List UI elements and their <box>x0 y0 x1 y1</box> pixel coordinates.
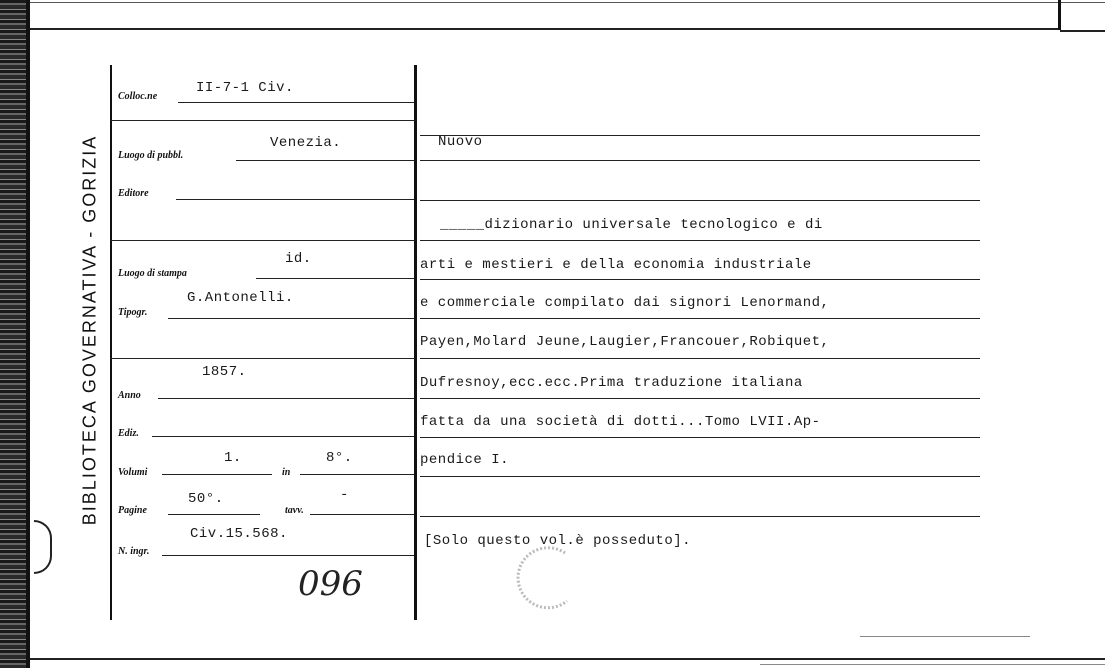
field-line <box>310 514 414 515</box>
title-line: pendice I. <box>420 452 510 468</box>
title-line: Dufresnoy,ecc.ecc.Prima traduzione italiana <box>420 375 803 391</box>
field-line <box>256 278 414 279</box>
bracket-mark <box>34 520 52 574</box>
field-line <box>152 436 414 437</box>
ruled-line <box>420 200 980 201</box>
ruled-line <box>420 318 980 319</box>
title-line: Payen,Molard Jeune,Laugier,Francouer,Robiquet, <box>420 334 830 350</box>
n-ingr-label: N. ingr. <box>118 546 150 557</box>
top-border-line-2 <box>30 28 1060 30</box>
title-line: Nuovo <box>438 134 483 150</box>
section-separator <box>110 120 415 121</box>
ruled-line <box>420 160 980 161</box>
editore-label: Editore <box>118 188 149 199</box>
tipografia-value: G.Antonelli. <box>187 290 294 306</box>
ruled-line <box>420 476 980 477</box>
top-right-corner-mark <box>1058 0 1061 30</box>
anno-value: 1857. <box>202 364 247 380</box>
bottom-edge-line <box>860 636 1030 637</box>
field-line <box>168 514 260 515</box>
center-divider-line <box>414 65 417 620</box>
luogo-pubbl-label: Luogo di pubbl. <box>118 150 184 161</box>
library-stamp <box>505 535 585 615</box>
bottom-border-line <box>30 658 1105 660</box>
field-line <box>168 318 414 319</box>
handwritten-number: 096 <box>298 564 363 604</box>
ruled-line <box>420 437 980 438</box>
top-right-line <box>1060 30 1105 32</box>
title-line: arti e mestieri e della economia industriale <box>420 257 812 273</box>
formato-value: 8°. <box>326 450 353 466</box>
bottom-edge-line <box>760 664 1105 665</box>
section-separator <box>110 358 415 359</box>
anno-label: Anno <box>118 390 141 401</box>
pagine-value: 50°. <box>188 491 224 507</box>
holding-note: [Solo questo vol.è posseduto]. <box>424 533 692 549</box>
volumi-label: Volumi <box>118 467 148 478</box>
tavole-value: - <box>340 487 349 503</box>
luogo-stampa-label: Luogo di stampa <box>118 268 187 279</box>
top-border-line <box>30 2 1105 3</box>
title-line: _____dizionario universale tecnologico e di <box>440 217 823 233</box>
edizione-label: Ediz. <box>118 428 139 439</box>
library-name: BIBLIOTECA GOVERNATIVA - GORIZIA <box>79 134 100 526</box>
luogo-pubbl-value: Venezia. <box>270 135 342 151</box>
card-binding-edge <box>0 0 30 668</box>
field-line <box>162 555 414 556</box>
field-line <box>176 199 414 200</box>
tipografia-label: Tipogr. <box>118 307 148 318</box>
pagine-label: Pagine <box>118 505 147 516</box>
left-frame-line <box>110 65 112 620</box>
luogo-stampa-value: id. <box>285 251 312 267</box>
ruled-line <box>420 135 980 136</box>
field-line <box>236 160 414 161</box>
ruled-line <box>420 516 980 517</box>
volumi-in-label: in <box>282 467 291 478</box>
ruled-line <box>420 279 980 280</box>
title-line: fatta da una società di dotti...Tomo LVII.Ap- <box>420 414 821 430</box>
title-line: e commerciale compilato dai signori Lenormand, <box>420 295 830 311</box>
n-ingr-value: Civ.15.568. <box>190 526 288 542</box>
ruled-line <box>420 240 980 241</box>
collocazione-value: II-7-1 Civ. <box>196 80 294 96</box>
field-line <box>300 474 414 475</box>
field-line <box>178 102 414 103</box>
section-separator <box>110 240 415 241</box>
volumi-value: 1. <box>224 450 242 466</box>
ruled-line <box>420 398 980 399</box>
ruled-line <box>420 358 980 359</box>
field-line <box>158 398 414 399</box>
tavole-label: tavv. <box>285 505 304 516</box>
collocazione-label: Colloc.ne <box>118 91 158 102</box>
field-line <box>162 474 272 475</box>
